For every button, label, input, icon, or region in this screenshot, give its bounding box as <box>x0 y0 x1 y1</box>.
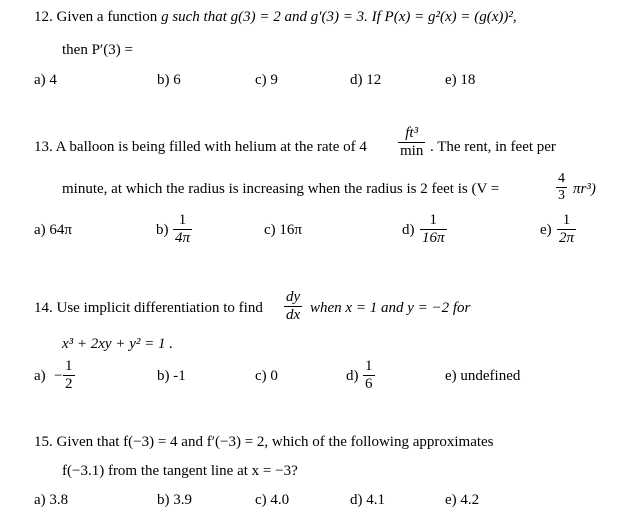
q14-choice-b[interactable]: b) -1 <box>157 368 186 384</box>
q12-choice-a[interactable]: a) 4 <box>34 72 57 88</box>
q15-choice-d[interactable]: d) 4.1 <box>350 492 385 508</box>
q13-choice-b-den: 4π <box>175 230 191 246</box>
q13-choice-d-fraction[interactable] <box>420 213 447 246</box>
q13-choice-e-den: 2π <box>559 230 575 246</box>
q13-choice-d-den: 16π <box>422 230 445 246</box>
q13-choice-e-num: 1 <box>562 212 571 228</box>
q14-derivative-fraction <box>284 290 302 323</box>
q13-rate-fraction <box>398 126 425 159</box>
q12-stem-line2: then P′(3) = <box>62 42 133 58</box>
q14-stem-b: when x = 1 and y = −2 for <box>310 300 471 316</box>
q14-choice-a-fraction[interactable] <box>63 359 75 392</box>
q15-stem-line1: 15. Given that f(−3) = 4 and f′(−3) = 2, which of the following approximates <box>34 434 494 450</box>
q14-choice-d-fraction[interactable] <box>363 359 375 392</box>
q14-choice-e[interactable]: e) undefined <box>445 368 521 384</box>
q14-choice-d-den: 6 <box>365 376 373 392</box>
q13-vol-tail: πr³) <box>573 181 596 197</box>
q13-volume-fraction <box>556 172 567 203</box>
q14-deriv-num: dy <box>286 289 301 305</box>
q13-choice-d-num: 1 <box>429 212 437 228</box>
q15-choice-c[interactable]: c) 4.0 <box>255 492 290 508</box>
q13-vol-den: 3 <box>558 188 565 203</box>
q14-choice-d-num: 1 <box>365 358 373 374</box>
q14-choice-a-den: 2 <box>65 376 73 392</box>
q13-stem-line1a: 13. A balloon is being filled with helium at the rate of 4 <box>34 139 367 155</box>
q15-choice-a[interactable]: a) 3.8 <box>34 492 69 508</box>
q14-stem-a: 14. Use implicit differentiation to find <box>34 300 263 316</box>
q12-choice-d[interactable]: d) 12 <box>350 72 382 88</box>
q14-choice-a-num: 1 <box>65 358 73 374</box>
q13-rate-num: ft³ <box>405 125 419 141</box>
q15-stem-line2: f(−3.1) from the tangent line at x = −3? <box>62 463 298 479</box>
q14-equation: x³ + 2xy + y² = 1 . <box>62 336 173 352</box>
q13-rate-den: min <box>400 143 424 159</box>
q15-choice-e[interactable]: e) 4.2 <box>445 492 480 508</box>
q12-choice-b[interactable]: b) 6 <box>157 72 181 88</box>
q14-choice-c[interactable]: c) 0 <box>255 368 278 384</box>
q12-choice-e[interactable]: e) 18 <box>445 72 476 88</box>
q15-choice-b[interactable]: b) 3.9 <box>157 492 192 508</box>
q13-choice-e-label[interactable]: e) <box>540 222 552 238</box>
q14-choice-d-label[interactable]: d) <box>346 368 359 384</box>
q12-stem-math: g such that g(3) = 2 and g′(3) = 3. If P(x) = g²(x) = (g(x))², <box>161 9 517 25</box>
q13-choice-b-num: 1 <box>178 212 187 228</box>
q13-stem-line2: minute, at which the radius is increasing when the radius is 2 feet is (V = <box>62 181 500 197</box>
q14-deriv-den: dx <box>286 307 301 323</box>
q13-choice-a[interactable]: a) 64π <box>34 222 72 238</box>
q13-choice-d-label[interactable]: d) <box>402 222 415 238</box>
q14-choice-a-label[interactable]: a) <box>34 368 46 384</box>
q13-choice-e-fraction[interactable] <box>557 213 576 246</box>
q12-stem-prefix: 12. Given a function <box>34 9 158 25</box>
q14-choice-a-sign[interactable]: − <box>54 368 63 384</box>
q12-choice-c[interactable]: c) 9 <box>255 72 278 88</box>
q13-vol-num: 4 <box>558 171 565 186</box>
q13-stem-line1b: . The rent, in feet per <box>430 139 556 155</box>
q12-stem-line1 <box>34 10 517 25</box>
q13-choice-b-fraction[interactable] <box>173 213 192 246</box>
q13-choice-c[interactable]: c) 16π <box>264 222 302 238</box>
q13-choice-b-label[interactable]: b) <box>156 222 169 238</box>
